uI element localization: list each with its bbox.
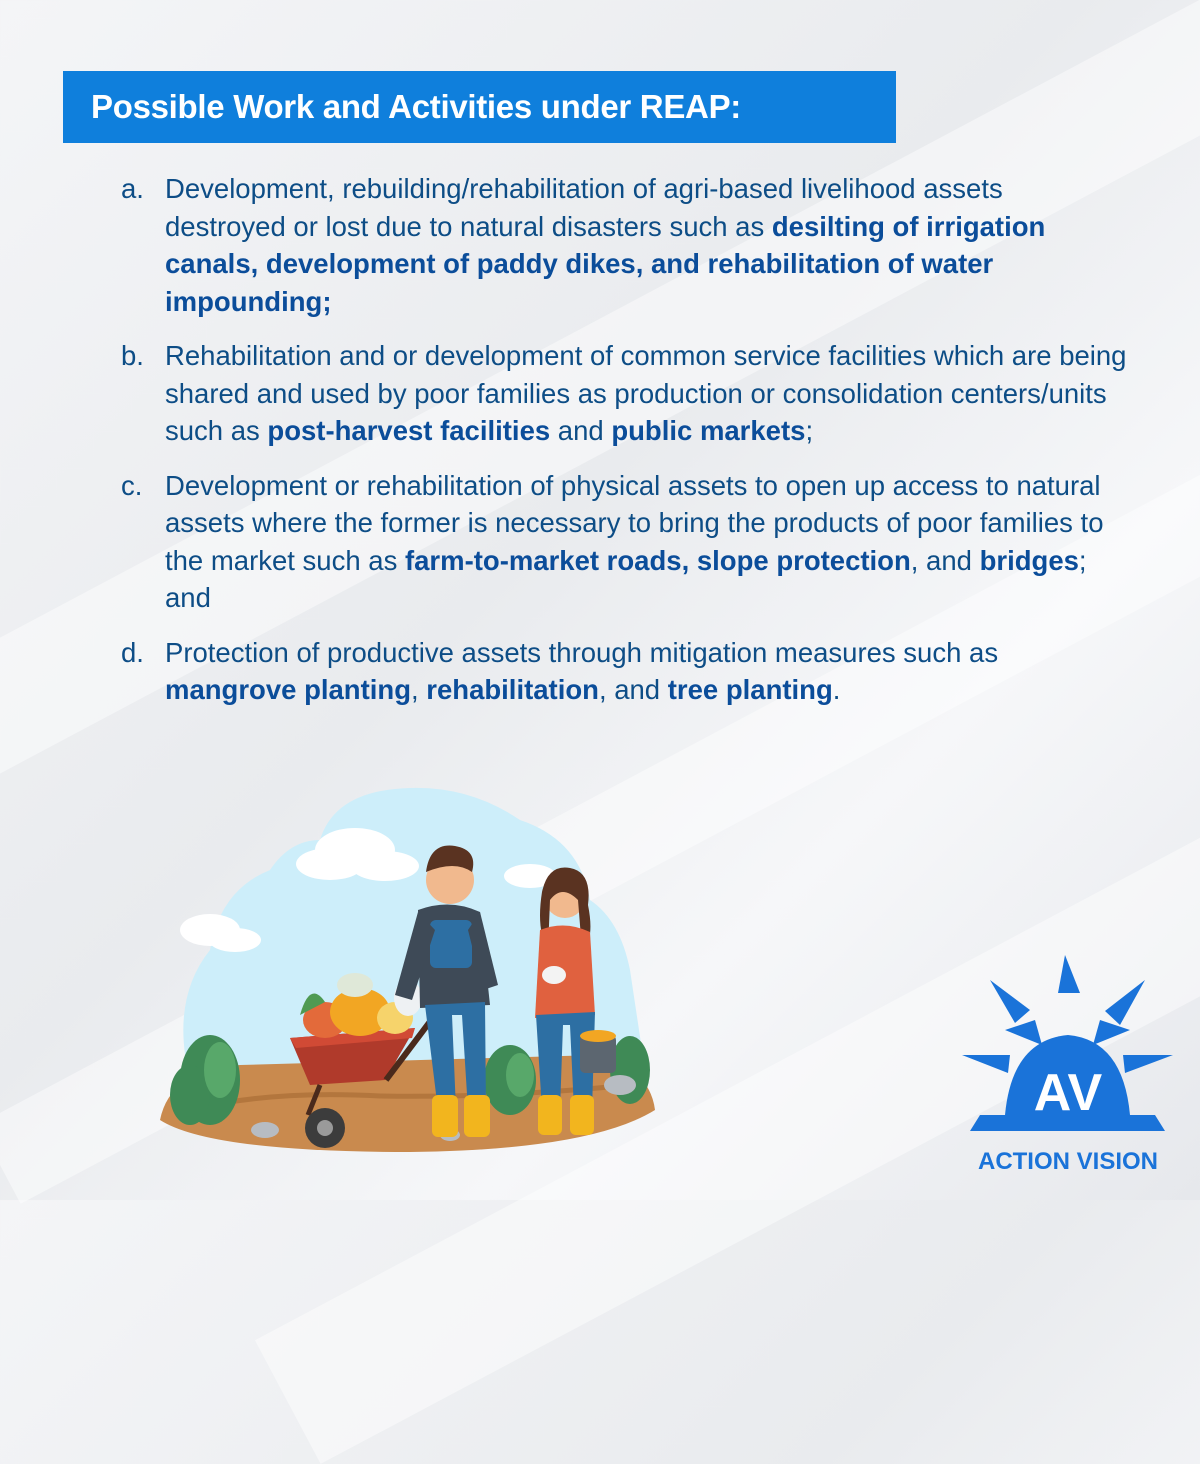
section-title: Possible Work and Activities under REAP: xyxy=(91,88,741,125)
section-header xyxy=(63,71,896,143)
activity-list xyxy=(121,170,1131,726)
body-text: and xyxy=(550,415,612,446)
activity-item-a xyxy=(121,170,1131,320)
action-vision-logo xyxy=(960,955,1175,1180)
item-text xyxy=(165,170,1131,320)
logo-name: ACTION VISION xyxy=(977,1148,1159,1175)
activity-item-b xyxy=(121,337,1131,450)
body-text: Development, rebuilding/rehabilitation of agri-based livelihood assets destroyed or lost due to natural disasters such as xyxy=(165,173,1003,242)
highlighted-text: bridges xyxy=(979,544,1079,576)
activity-item-c xyxy=(121,467,1131,617)
highlighted-text: farm-to-market roads, slope protection xyxy=(404,544,911,576)
body-text: Rehabilitation and or development of common service facilities which are being shared and used by poor families as production or consolidation centers/units such as xyxy=(165,340,1127,446)
item-marker: a. xyxy=(121,173,144,204)
item-text xyxy=(165,634,1131,709)
item-marker: b. xyxy=(121,340,144,371)
body-text: ; and xyxy=(165,544,1087,613)
body-text: , and xyxy=(598,674,668,705)
item-marker: c. xyxy=(121,469,143,501)
body-text: Protection of productive assets through mitigation measures such as xyxy=(165,636,999,668)
body-text: Development or rehabilitation of physical assets to open up access to natural assets where the former is necessary to bring the products of poor families to the market such as xyxy=(165,469,1104,576)
body-text: ; xyxy=(805,415,814,446)
item-text xyxy=(165,467,1131,617)
farmers-illustration xyxy=(150,780,670,1160)
highlighted-text: public markets xyxy=(611,415,806,446)
activity-item-d xyxy=(121,634,1131,709)
highlighted-text: tree planting xyxy=(667,674,833,705)
item-marker: d. xyxy=(121,636,144,668)
body-text: , xyxy=(411,674,427,705)
item-text xyxy=(165,337,1131,450)
highlighted-text: desilting of irrigation canals, development of paddy dikes, and rehabilitation of water impounding; xyxy=(165,210,1046,317)
highlighted-text: rehabilitation xyxy=(426,674,599,705)
highlighted-text: post-harvest facilities xyxy=(267,415,551,446)
logo-initials: AV xyxy=(1033,1064,1103,1122)
body-text: . xyxy=(832,674,841,705)
body-text: , and xyxy=(910,544,980,576)
highlighted-text: mangrove planting xyxy=(165,674,411,705)
